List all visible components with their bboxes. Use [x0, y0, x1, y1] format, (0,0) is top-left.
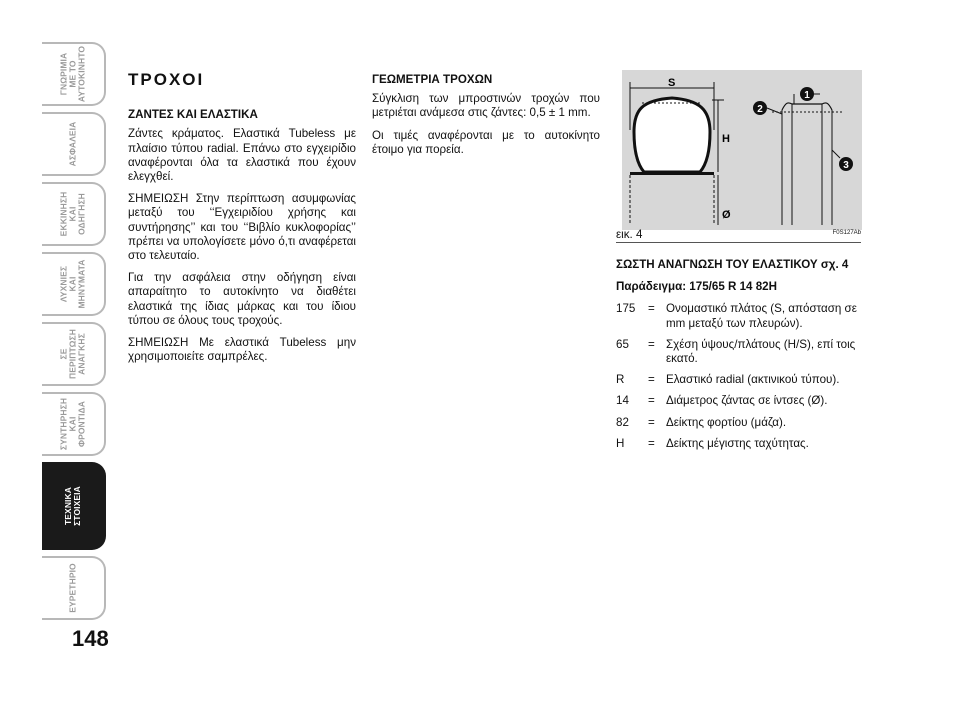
- tyre-cross-section-drawing: [622, 70, 862, 230]
- width-label: S: [668, 77, 676, 89]
- right-column: [616, 258, 861, 458]
- note-paragraph: ΣΗΜΕΙΩΣΗ Στην περίπτωση ασυμφωνίας μεταξύ του ‘‘Εγχειριδίου χρήσης και συντήρησης’’ και του ‘‘Βιβλίο κυκλοφορίας’’ πρέπει να υπολογίσετε μόνο ό,τι αναφέρεται στο τελευταίο.: [128, 192, 356, 263]
- tab-safety[interactable]: [42, 112, 106, 176]
- note-paragraph: ΣΗΜΕΙΩΣΗ Με ελαστικά Tubeless μην χρησιμοποιείτε σαμπρέλες.: [128, 336, 356, 364]
- tab-label: ΣΥΝΤΗΡΗΣΗ ΚΑΙ ΦΡΟΝΤΙΔΑ: [58, 397, 87, 451]
- section-heading: ΖΑΝΤΕΣ ΚΑΙ ΕΛΑΣΤΙΚΑ: [128, 108, 258, 122]
- tab-label: ΓΝΩΡΙΜΙΑ ΜΕ ΤΟ ΑΥΤΟΚΙΝΗΤΟ: [58, 45, 87, 103]
- paragraph: Σύγκλιση των μπροστινών τροχών που μετριέται ανάμεσα στις ζάντες: 0,5 ± 1 mm.: [372, 92, 600, 120]
- height-label: H: [722, 133, 730, 145]
- middle-column: [372, 73, 600, 165]
- figure-caption: [616, 228, 861, 243]
- page-title: ΤΡΟΧΟΙ: [128, 70, 205, 89]
- figure-code: F0S127Ab: [832, 230, 861, 236]
- section-heading: ΣΩΣΤΗ ΑΝΑΓΝΩΣΗ ΤΟΥ ΕΛΑΣΤΙΚΟΥ σχ. 4: [616, 258, 849, 271]
- tyre-diagram: [622, 70, 862, 230]
- svg-text:2: 2: [757, 104, 763, 115]
- definition-row: 82 = Δείκτης φορτίου (μάζα).: [616, 415, 787, 429]
- tab-maintenance[interactable]: [42, 392, 106, 456]
- tab-index[interactable]: [42, 556, 106, 620]
- example-line: Παράδειγμα: 175/65 R 14 82H: [616, 280, 777, 294]
- paragraph: Ζάντες κράματος. Ελαστικά Tubeless με πλαίσιο τύπου radial. Επάνω στο εγχειρίδιο αναφέρονται όλα τα ελαστικά που έχουν ελεγχθεί.: [128, 127, 356, 184]
- svg-text:3: 3: [843, 160, 849, 171]
- tyre-profile: [634, 98, 710, 172]
- definition-row: H = Δείκτης μέγιστης ταχύτητας.: [616, 436, 809, 450]
- left-column: [128, 70, 356, 372]
- definition-row: R = Ελαστικό radial (ακτινικού τύπου).: [616, 373, 840, 387]
- paragraph: Οι τιμές αναφέρονται με το αυτοκίνητο έτοιμο για πορεία.: [372, 128, 600, 156]
- paragraph: Για την ασφάλεια στην οδήγηση είναι απαραίτητο το αυτοκίνητο να διαθέτει ελαστικά της ίδιας μάρκας και του ίδιου τύπου σε όλους τους τροχούς.: [128, 271, 356, 327]
- tab-label: ΕΚΚΙΝΗΣΗ ΚΑΙ ΟΔΗΓΗΣΗ: [58, 191, 87, 237]
- tab-label: ΑΣΦΑΛΕΙΑ: [67, 121, 78, 167]
- rim-line: [630, 172, 714, 175]
- figure-number: εικ. 4: [616, 228, 643, 241]
- tab-label: ΣΕ ΠΕΡΙΠΤΩΣΗ ΑΝΑΓΚΗΣ: [58, 329, 87, 379]
- definition-row: 14 = Διάμετρος ζάντας σε ίντσες (Ø).: [616, 394, 828, 408]
- diameter-label: Ø: [722, 209, 731, 221]
- definition-row: 175 = Ονομαστικό πλάτος (S, απόσταση σε mm μεταξύ των πλευρών).: [616, 302, 857, 330]
- tab-label: ΛΥΧΝΙΕΣ ΚΑΙ ΜΗΝΥΜΑΤΑ: [58, 259, 87, 309]
- definition-row: 65 = Σχέση ύψους/πλάτους (H/S), επί τοις εκατό.: [616, 337, 856, 366]
- tab-label: ΤΕΧΝΙΚΑ ΣΤΟΙΧΕΙΑ: [63, 486, 82, 526]
- tab-warnings[interactable]: [42, 252, 106, 316]
- svg-text:1: 1: [804, 90, 810, 101]
- tab-label: ΕΥΡΕΤΗΡΙΟ: [67, 563, 78, 613]
- page-number: 148: [72, 626, 109, 651]
- tab-technical-data[interactable]: [42, 462, 106, 550]
- section-heading: ΓΕΩΜΕΤΡΙΑ ΤΡΟΧΩΝ: [372, 73, 493, 86]
- tab-starting-driving[interactable]: [42, 182, 106, 246]
- tab-emergency[interactable]: [42, 322, 106, 386]
- tab-getting-to-know[interactable]: [42, 42, 106, 106]
